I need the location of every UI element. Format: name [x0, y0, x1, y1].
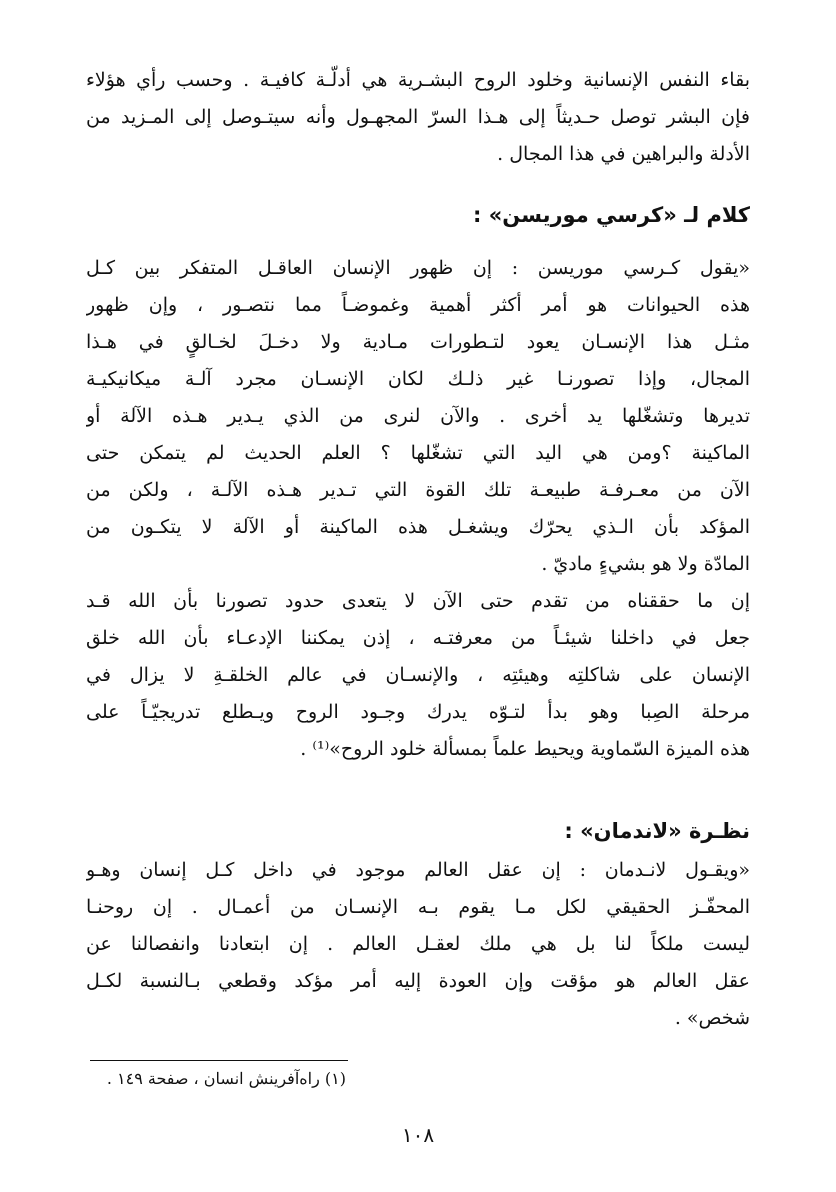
footnote: (١) راه‌آفرينش انسان ، صفحة ١٤٩ .	[106, 1069, 346, 1088]
text-line: المادّة ولا هو بشيءٍ ماديّ .	[541, 553, 750, 575]
text-line: المحفّـز الحقيقي لكل مـا يقوم بـه الإنسـان من أعمـال . إن روحنـا	[86, 896, 750, 918]
text-line: الماكينة ؟ومن هي اليد التي تشغّلها ؟ العلم الحديث لم يتمكن حتى	[86, 442, 750, 464]
section-heading-morrison: كلام لـ «كرسي موريسن» :	[473, 203, 750, 227]
text-line: إن ما حققناه من تقدم حتى الآن لا يتعدى حدود تصورنا بأن الله قـد	[86, 590, 750, 612]
landman-paragraph	[86, 852, 750, 1037]
text-line: الآن من معـرفـة طبيعـة تلك القوة التي تـدير هـذه الآلـة ، ولكن من	[86, 479, 750, 501]
text-line: مثـل هذا الإنسـان يعود لتـطورات مـادية ولا دخـلَ لخـالقٍ في هـذا	[86, 331, 750, 353]
text-line: المجال، وإذا تصورنـا غير ذلـك لكان الإنسـان مجرد آلـة ميكانيكيـة	[86, 368, 750, 390]
text-line: هذه الحيوانات هو أمر أكثر أهمية وغموضـاً مما نتصـور ، وإن ظهور	[86, 294, 750, 316]
text-line: هذه الميزة السّماوية ويحيط علماً بمسألة خلود الروح»⁽¹⁾ .	[300, 738, 750, 760]
text-line: المؤكد بأن الـذي يحرّك ويشغـل هذه الماكينة أو الآلة لا يتكـون من	[86, 516, 750, 538]
text-line: عقل العالم هو مؤقت وإن العودة إليه أمر مؤكد وقطعي بـالنسبة لكـل	[86, 970, 750, 992]
text-line: «يقول كـرسي موريسن : إن ظهور الإنسان العاقـل المتفكر بين كـل	[86, 257, 750, 279]
text-line: الإنسان على شاكلتِه وهيئتِه ، والإنسـان في عالم الخلقـةِ لا يزال في	[86, 664, 750, 686]
text-line: شخص» .	[674, 1007, 750, 1029]
text-line: الأدلة والبراهين في هذا المجال .	[497, 143, 750, 165]
text-line: ليست ملكاً لنا بل هي ملك لعقـل العالم . إن ابتعادنا وانفصالنا عن	[86, 933, 750, 955]
text-line: جعل في داخلنا شيئـاً من معرفتـه ، إذن يمكننا الإدعـاء بأن الله خلق	[86, 627, 750, 649]
text-line: تديرها وتشغّلها يد أخرى . والآن لنرى من الذي يـدير هـذه الآلة أو	[86, 405, 750, 427]
text-line: «ويقـول لانـدمان : إن عقل العالم موجود في داخل كـل إنسان وهـو	[86, 859, 750, 881]
morrison-paragraph	[86, 250, 750, 768]
intro-paragraph	[86, 62, 750, 173]
page-number: ١٠٨	[401, 1123, 435, 1147]
text-line: مرحلة الصِبا وهو بدأ لتـوّه يدرك وجـود الروح ويـطلع تدريجيّـاً على	[86, 701, 750, 723]
footnote-divider	[90, 1060, 348, 1061]
text-line: بقاء النفس الإنسانية وخلود الروح البشـرية هي أدلّـة كافيـة . وحسب رأي هؤلاء	[86, 69, 750, 91]
text-line: فإن البشر توصل حـديثاً إلى هـذا السرّ المجهـول وأنه سيتـوصل إلى المـزيد من	[86, 106, 750, 128]
section-heading-landman: نظـرة «لاندمان» :	[564, 819, 750, 843]
